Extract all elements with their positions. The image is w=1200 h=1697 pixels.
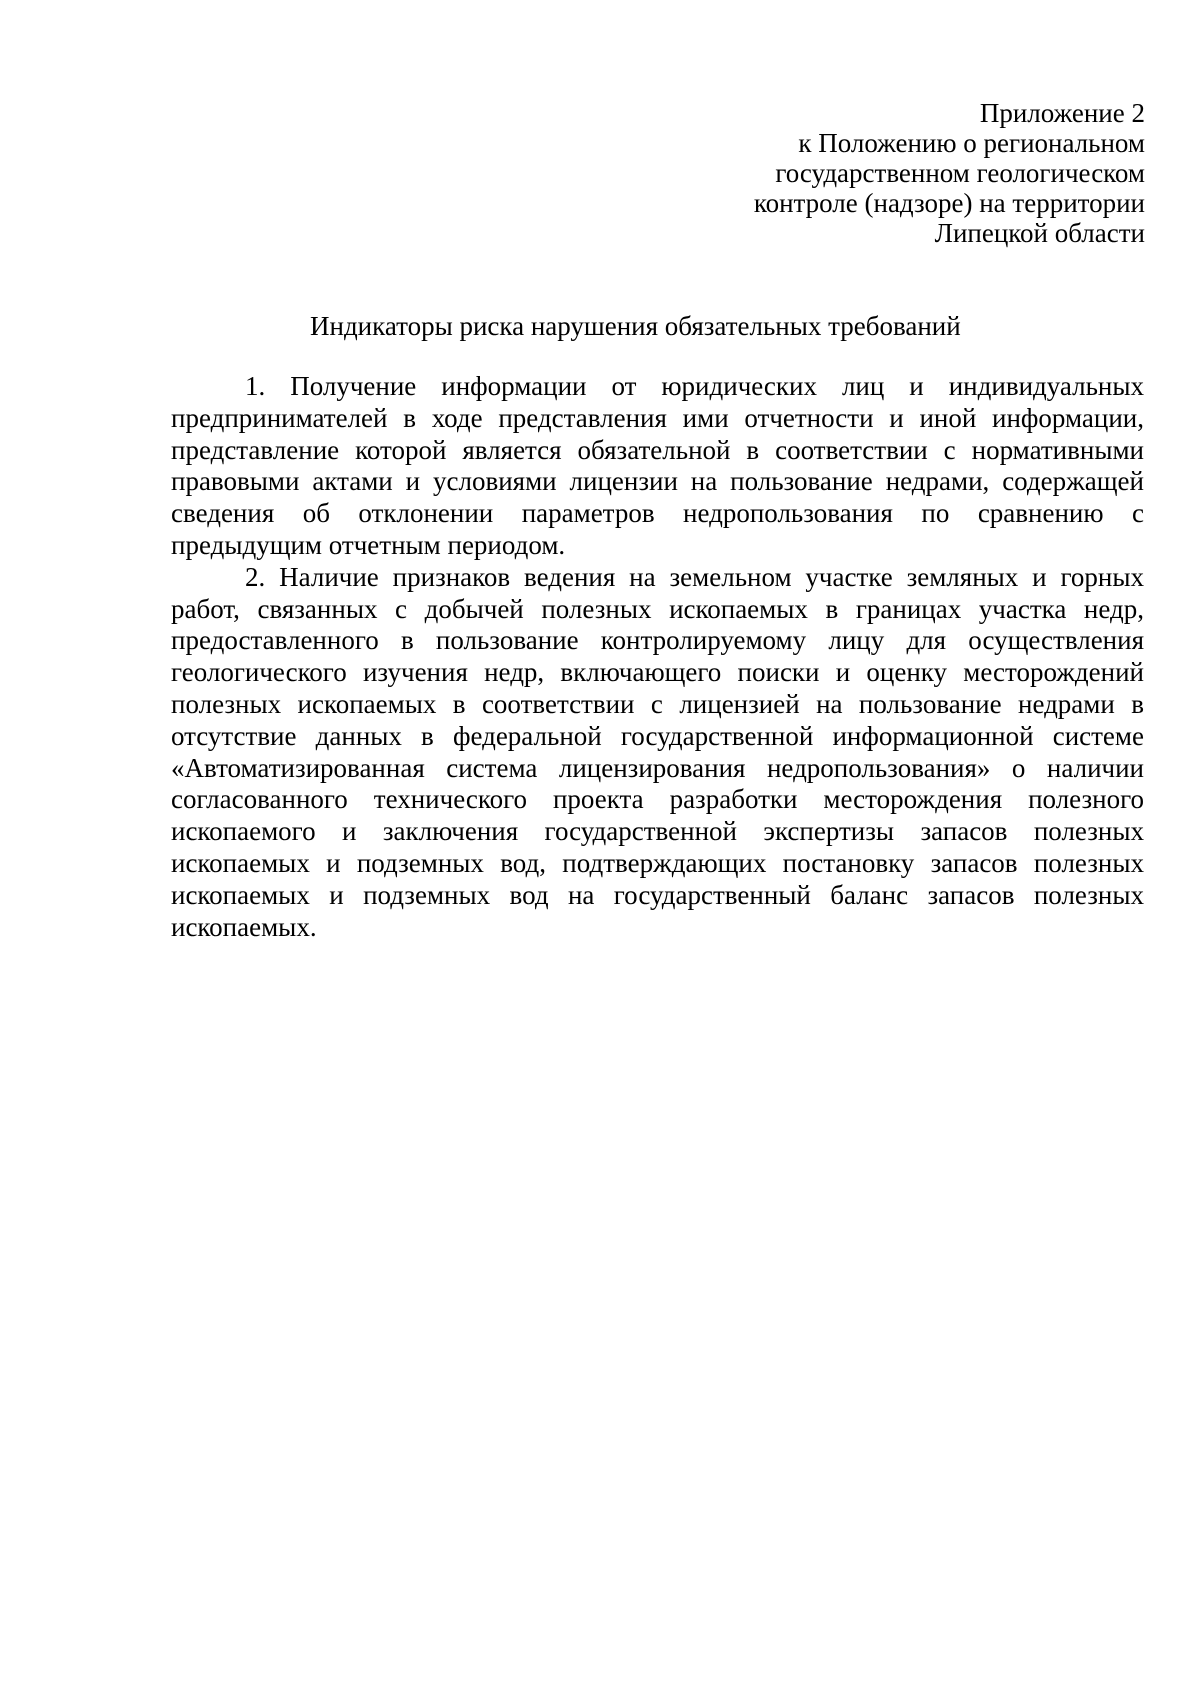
approval-line-appendix-number: Приложение 2 [979, 98, 1145, 128]
paragraph-risk-indicator-2: 2. Наличие признаков ведения на земельном участке земляных и горных работ, связанных с добычей полезных ископаемых в границах участка недр, предоставленного в пользование контролируемому лицу для осуществления геологического изучения недр, включающего поиски и оценку месторождений полезных ископаемых в соответствии с лицензией на пользование недрами в отсутствие данных в федеральной государственной информационной системе «Автоматизированная система лицензирования недропользования» о наличии согласованного технического проекта разработки месторождения полезного ископаемого и заключения государственной экспертизы запасов полезных ископаемых и подземных вод, подтверждающих постановку запасов полезных ископаемых и подземных вод на государственный баланс запасов полезных ископаемых. [171, 561, 1144, 942]
approval-line-control-type: государственном геологическом [775, 158, 1145, 188]
paragraph-risk-indicator-1: 1. Получение информации от юридических лиц и индивидуальных предпринимателей в ходе представления ими отчетности и иной информации, представление которой является обязательной в соответствии с нормативными правовыми актами и условиями лицензии на пользование недрами, содержащей сведения об отклонении параметров недропользования по сравнению с предыдущим отчетным периодом. [171, 371, 1144, 560]
approval-line-regulation: к Положению о региональном [798, 128, 1145, 158]
approval-line-supervision: контроле (надзоре) на территории [753, 188, 1145, 218]
approval-line-region: Липецкой области [934, 218, 1145, 248]
approval-block [754, 98, 1145, 248]
document-title: Индикаторы риска нарушения обязательных требований [310, 311, 961, 341]
document-body [171, 371, 1144, 943]
